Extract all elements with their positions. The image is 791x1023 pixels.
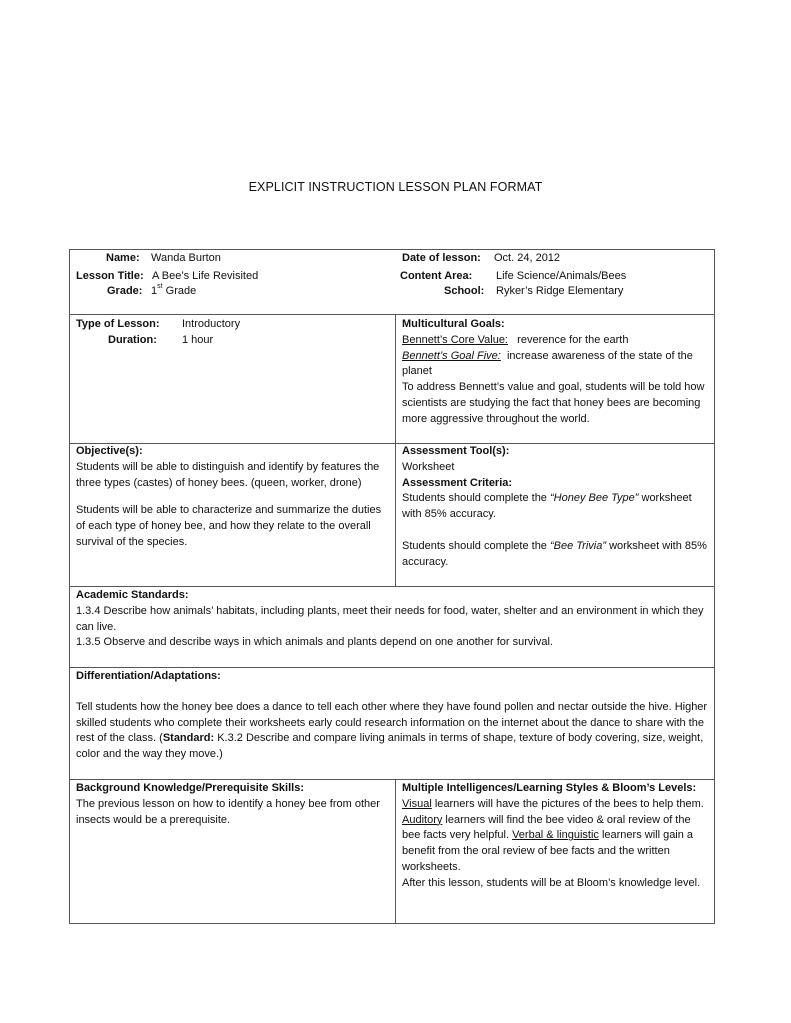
intelligences-cell	[396, 780, 714, 923]
school-value: Ryker’s Ridge Elementary	[496, 285, 624, 297]
grade-label: Grade:	[107, 285, 143, 297]
standard-2: 1.3.5 Observe and describe ways in which animals and plants depend on one another for survival.	[76, 636, 553, 649]
assessment-tool-value: Worksheet	[402, 460, 455, 473]
lesson-title-value: A Bee’s Life Revisited	[152, 270, 259, 282]
assessment-tool-heading: Assessment Tool(s):	[402, 445, 510, 457]
objectives-heading: Objective(s):	[76, 445, 143, 457]
standards-heading: Academic Standards:	[76, 589, 189, 601]
objective-2: Students will be able to characterize and summarize the duties of each type of honey bee, and how they relate to the overall survival of the species.	[76, 504, 382, 548]
intelligences-text: Visual learners will have the pictures of the bees to help them. Auditory learners will find the bee video & oral review of the bee facts very helpful. Verbal & linguistic learners will gain a benefit from the oral review of bee facts and the written worksheets.	[402, 797, 704, 873]
assessment-criteria-heading: Assessment Criteria:	[402, 476, 513, 489]
background-intelligences-row	[70, 780, 714, 923]
lesson-type-cell	[70, 315, 396, 443]
bloom-text: After this lesson, students will be at Bloom’s knowledge level.	[402, 876, 701, 889]
differentiation-row	[70, 668, 714, 780]
header-row	[70, 250, 714, 315]
type-multicultural-row	[70, 315, 714, 444]
duration-value: 1 hour	[182, 333, 214, 346]
grade-value: 1st Grade	[151, 283, 197, 297]
content-area-value: Life Science/Animals/Bees	[496, 270, 627, 282]
name-value: Wanda Burton	[151, 252, 221, 264]
date-value: Oct. 24, 2012	[494, 252, 561, 264]
lesson-title-label: Lesson Title:	[76, 270, 144, 282]
duration-label: Duration:	[108, 333, 157, 346]
header-block	[70, 250, 714, 314]
core-value-line: Bennett’s Core Value: reverence for the earth	[402, 333, 629, 346]
differentiation-cell	[70, 668, 714, 779]
assessment-cell	[396, 444, 714, 586]
content-area-label: Content Area:	[400, 270, 473, 282]
objective-1: Students will be able to distinguish and identify by features the three types (castes) of honey bees. (queen, worker, drone)	[76, 460, 380, 489]
multicultural-heading: Multicultural Goals:	[402, 318, 505, 330]
criteria-1: Students should complete the “Honey Bee Type” worksheet with 85% accuracy.	[402, 492, 692, 521]
differentiation-heading: Differentiation/Adaptations:	[76, 670, 221, 682]
objectives-assessment-row	[70, 444, 714, 587]
background-heading: Background Knowledge/Prerequisite Skills:	[76, 782, 304, 794]
type-value: Introductory	[182, 318, 241, 330]
differentiation-text: Tell students how the honey bee does a dance to tell each other where they have found pollen and nectar outside the hive. Higher skilled students who complete their worksheets early could research information on the internet about the dance to share with the rest of the class. (Standard: K.3.2 Describe and compare living animals in terms of shape, texture of body covering, size, weight, color and the way they move.)	[76, 700, 708, 761]
standards-row	[70, 587, 714, 668]
goal-five-line: Bennett’s Goal Five: increase awareness of the state of the planet	[402, 349, 693, 378]
document-title: EXPLICIT INSTRUCTION LESSON PLAN FORMAT	[248, 180, 543, 194]
criteria-2: Students should complete the “Bee Trivia” worksheet with 85% accuracy.	[402, 539, 707, 568]
background-text: The previous lesson on how to identify a honey bee from other insects would be a prerequisite.	[76, 797, 380, 826]
multicultural-cell	[396, 315, 714, 443]
multicultural-paragraph: To address Bennett’s value and goal, students will be told how scientists are studying the fact that honey bees are becoming more aggressive throughout the world.	[402, 381, 705, 425]
name-label: Name:	[106, 252, 140, 264]
school-label: School:	[444, 285, 485, 297]
standards-cell	[70, 587, 714, 667]
standard-1: 1.3.4 Describe how animals’ habitats, including plants, meet their needs for food, water, shelter and an environment in which they can live.	[76, 604, 704, 633]
type-label: Type of Lesson:	[76, 318, 160, 330]
date-label: Date of lesson:	[402, 252, 481, 264]
lesson-plan-table	[69, 249, 715, 924]
background-cell	[70, 780, 396, 923]
intelligences-heading: Multiple Intelligences/Learning Styles & Bloom’s Levels:	[402, 782, 697, 794]
objectives-cell	[70, 444, 396, 586]
